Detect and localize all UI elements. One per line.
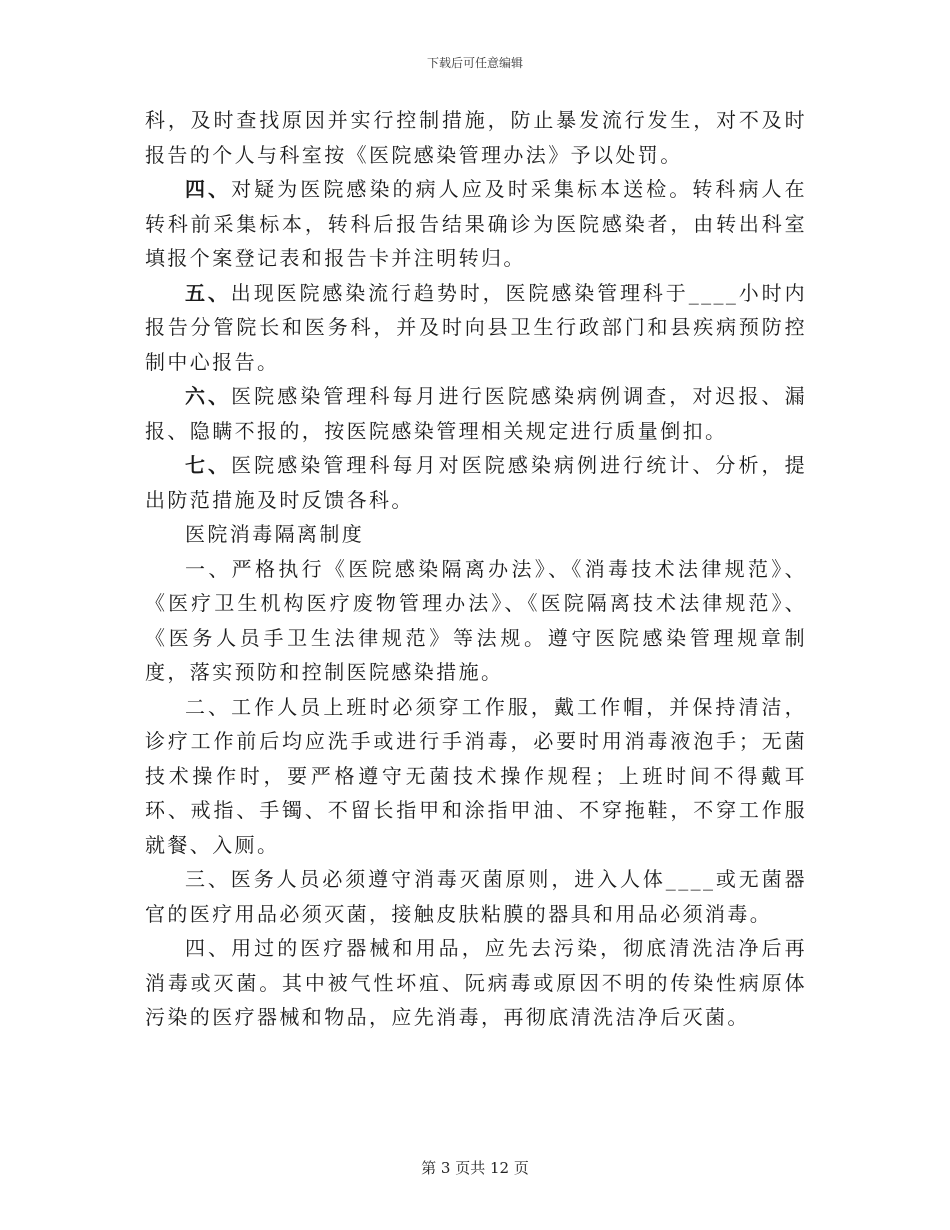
paragraph-continuation (145, 103, 807, 172)
paragraph-text: 医院感染管理科每月对医院感染病例进行统计、分析，提出防范措施及时反馈各科。 (145, 453, 807, 512)
paragraph-text: 工作人员上班时必须穿工作服，戴工作帽，并保持清洁，诊疗工作前后均应洗手或进行手消毒，必要时用消毒液泡手；无菌技术操作时，要严格遵守无菌技术操作规程；上班时间不得戴耳环、戒指、手镯、不留长指甲和涂指甲油、不穿拖鞋，不穿工作服就餐、入厕。 (145, 694, 807, 857)
paragraph-text: 科，及时查找原因并实行控制措施，防止暴发流行发生，对不及时报告的个人与科室按《医院感染管理办法》予以处罚。 (145, 108, 807, 167)
paragraph-item-4 (145, 172, 807, 276)
section-heading (145, 517, 807, 552)
paragraph-item-3 (145, 862, 807, 931)
paragraph-text: 严格执行《医院感染隔离办法》、《消毒技术法律规范》、《医疗卫生机构医疗废物管理办法》、《医院隔离技术法律规范》、《医务人员手卫生法律规范》等法规。遵守医院感染管理规章制度，落实预防和控制医院感染措施。 (145, 556, 807, 684)
page-footer: 第 3 页共 12 页 (421, 1159, 529, 1177)
paragraph-item-4b (145, 931, 807, 1035)
paragraph-text: 对疑为医院感染的病人应及时采集标本送检。转科病人在转科前采集标本，转科后报告结果确诊为医院感染者，由转出科室填报个案登记表和报告卡并注明转归。 (145, 177, 807, 270)
item-number: 四、 (185, 936, 232, 960)
paragraph-text: 出现医院感染流行趋势时，医院感染管理科于____小时内报告分管院长和医务科，并及时向县卫生行政部门和县疾病预防控制中心报告。 (145, 280, 807, 374)
item-number: 一、 (185, 556, 232, 581)
item-number: 五、 (185, 280, 231, 305)
item-number: 七、 (185, 453, 232, 477)
item-number: 二、 (185, 694, 232, 719)
paragraph-item-5 (145, 276, 807, 380)
page-header: 下载后可任意编辑 (426, 56, 523, 70)
paragraph-item-1 (145, 552, 807, 690)
item-number: 四、 (185, 177, 232, 201)
paragraph-item-7 (145, 448, 807, 517)
item-number: 三、 (185, 867, 231, 891)
paragraph-text: 医院感染管理科每月进行医院感染病例调查，对迟报、漏报、隐瞒不报的，按医院感染管理相关规定进行质量倒扣。 (145, 384, 807, 443)
document-body (145, 103, 807, 1035)
section-title: 医院消毒隔离制度 (185, 522, 365, 546)
paragraph-item-6 (145, 379, 807, 448)
paragraph-item-2 (145, 690, 807, 863)
item-number: 六、 (185, 384, 232, 408)
paragraph-text: 医务人员必须遵守消毒灭菌原则，进入人体____或无菌器官的医疗用品必须灭菌，接触皮肤粘膜的器具和用品必须消毒。 (145, 867, 807, 926)
paragraph-text: 用过的医疗器械和用品，应先去污染，彻底清洗洁净后再消毒或灭菌。其中被气性坏疽、阮病毒或原因不明的传染性病原体污染的医疗器械和物品，应先消毒，再彻底清洗洁净后灭菌。 (145, 936, 807, 1029)
